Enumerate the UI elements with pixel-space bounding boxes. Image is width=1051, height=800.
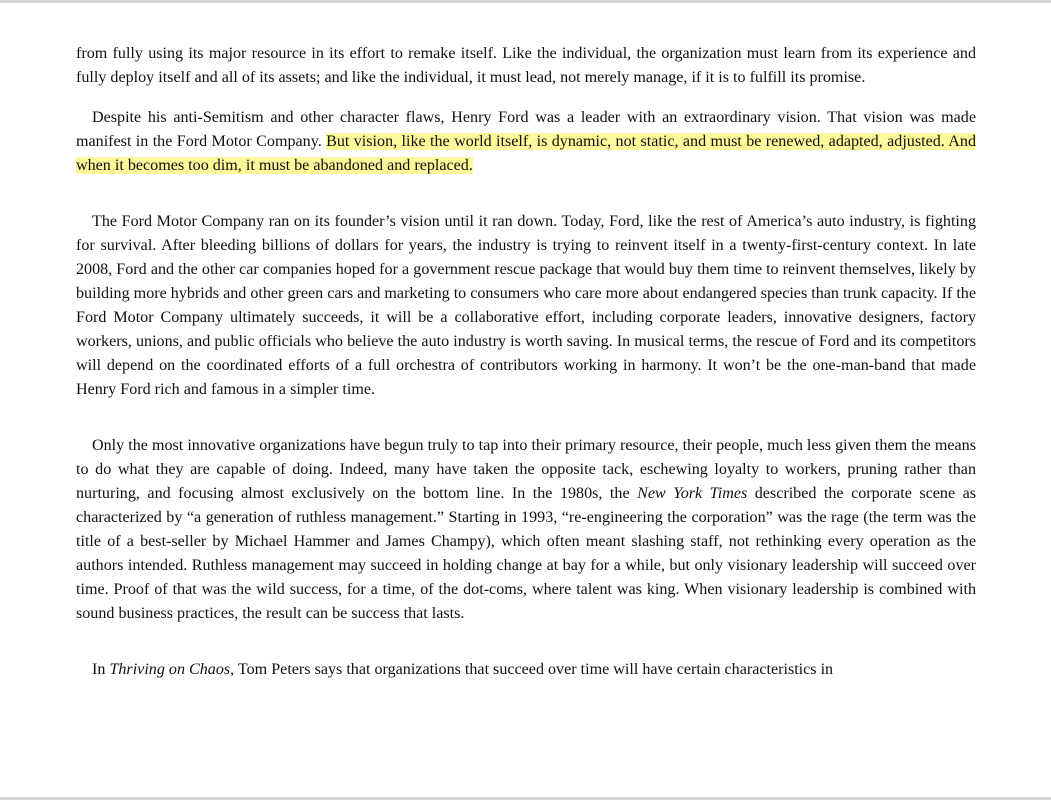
paragraph-4-text-a: Only the most innovative organizations have begun truly to tap into their primary resource, their people, much less given them the means to do what they are capable of doing. Indeed, many have taken the opposite tack, eschewing loyalty to workers, pruning rather than nurturing, and focusing almost exclusively on the bottom line. In the 1980s, the [76,437,976,502]
paragraph-2 [76,106,976,178]
paragraph-3: The Ford Motor Company ran on its founder’s vision until it ran down. Today, Ford, like the rest of America’s auto industry, is fighting for survival. After bleeding billions of dollars for years, the industry is trying to reinvent itself in a twenty-first-century context. In late 2008, Ford and the other car companies hoped for a government rescue package that would buy them time to reinvent themselves, likely by building more hybrids and other green cars and marketing to consumers who care more about endangered species than trunk capacity. If the Ford Motor Company ultimately succeeds, it will be a collaborative effort, including corporate leaders, innovative designers, factory workers, unions, and public officials who believe the auto industry is worth saving. In musical terms, the rescue of Ford and its competitors will depend on the coordinated efforts of a full orchestra of contributors working in harmony. It won’t be the one-man-band that made Henry Ford rich and famous in a simpler time. [76,213,976,398]
document-page [76,42,976,682]
italic-title-new-york-times: New York Times [637,485,748,502]
paragraph-5-text-a: In [92,661,110,678]
paragraph-5 [76,658,976,682]
paragraph-1: from fully using its major resource in its effort to remake itself. Like the individual, the organization must learn from its experience and fully deploy itself and all of its assets; and like the individual, it must lead, not merely manage, if it is to fulfill its promise. [76,45,976,86]
paragraph-2-text: Despite his anti-Semitism and other character flaws, Henry Ford was a leader with an extraordinary vision. That vision was made manifest in the Ford Motor Company. [76,109,976,150]
italic-title-thriving-on-chaos: Thriving on Chaos [109,661,231,678]
paragraph-4 [76,434,976,626]
paragraph-5-text-b: , Tom Peters says that organizations that succeed over time will have certain characteristics in [230,661,834,678]
top-border [0,0,1051,3]
paragraph-4-text-b: described the corporate scene as characterized by “a generation of ruthless management.” Starting in 1993, “re-engineering the corporation” was the rage (the term was the title of a best-seller by Michael Hammer and James Champy), which often meant slashing staff, not rethinking every operation as the authors intended. Ruthless management may succeed in holding change at bay for a while, but only visionary leadership will succeed over time. Proof of that was the wild success, for a time, of the dot-coms, where talent was king. When visionary leadership is combined with sound business practices, the result can be success that lasts. [76,485,977,622]
highlighted-passage: But vision, like the world itself, is dynamic, not static, and must be renewed, adapted, adjusted. And when it becomes too dim, it must be abandoned and replaced. [76,133,977,174]
